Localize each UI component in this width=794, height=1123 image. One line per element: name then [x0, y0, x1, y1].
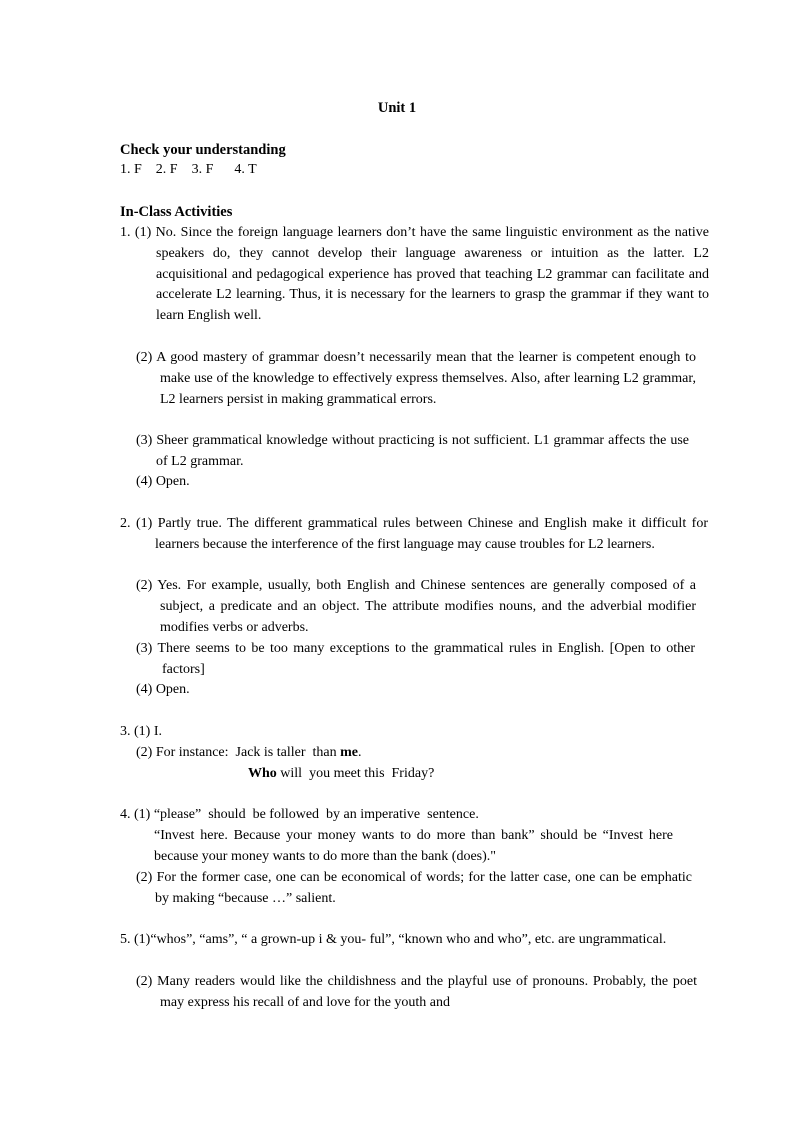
check-answers: 1. F 2. F 3. F 4. T — [120, 162, 257, 177]
section-heading-in-class: In-Class Activities — [120, 204, 233, 220]
q4-part1-example: “Invest here. Because your money wants to do more than bank” should be “Invest here because your money wants to do more than the bank (does)." — [154, 828, 673, 864]
q2-part2: (2) Yes. For example, usually, both English and Chinese sentences are generally composed of a subject, a predicate and an object. The attribute modifies nouns, and the adverbial modifier modifies verbs or adverbs. — [136, 578, 696, 635]
q3-bold-me: me — [340, 745, 358, 760]
q2-part1: 2. (1) Partly true. The different grammatical rules between Chinese and English make it difficult for learners because the interference of the first language may cause troubles for L2 learners. — [120, 516, 708, 552]
q3-part2-text: (2) For instance: Jack is taller than — [136, 745, 341, 760]
q3-part3-text: will you meet this Friday? — [276, 766, 435, 781]
q3-part2-end: . — [358, 745, 362, 760]
q1-part4: (4) Open. — [136, 474, 190, 489]
section-heading-check: Check your understanding — [120, 142, 286, 158]
q2-part3: (3) There seems to be too many exceptions to the grammatical rules in English. [Open to other factors] — [136, 641, 695, 677]
q5-part2: (2) Many readers would like the childishness and the playful use of pronouns. Probably, the poet may express his recall of and love for the youth and — [136, 974, 697, 1010]
q3-bold-who: Who — [248, 766, 277, 781]
q4-part1: 4. (1) “please” should be followed by an imperative sentence. — [120, 807, 479, 822]
page-title: Unit 1 — [377, 100, 417, 116]
q3-part3 — [248, 764, 434, 784]
q2-part4: (4) Open. — [136, 682, 190, 697]
q1-part1: 1. (1) No. Since the foreign language learners don’t have the same linguistic environment as the native speakers do, they cannot develop their language awareness or intuition as the latter. L2 acquisitional and pedagogical experience has proved that teaching L2 grammar can facilitate and accelerate L2 learning. Thus, it is necessary for the learners to grasp the grammar if they want to learn English well. — [120, 225, 709, 324]
q5-part1: 5. (1)“whos”, “ams”, “ a grown-up i & you- ful”, “known who and who”, etc. are ungrammatical. — [120, 932, 667, 947]
q1-part3: (3) Sheer grammatical knowledge without practicing is not sufficient. L1 grammar affects the use of L2 grammar. — [136, 433, 689, 469]
q3-part1: 3. (1) I. — [120, 724, 162, 739]
q1-part2: (2) A good mastery of grammar doesn’t necessarily mean that the learner is competent enough to make use of the knowledge to effectively express themselves. Also, after learning L2 grammar, L2 learners persist in making grammatical errors. — [136, 350, 696, 407]
q3-part2 — [136, 743, 362, 763]
q4-part2: (2) For the former case, one can be economical of words; for the latter case, one can be emphatic by making “because …” salient. — [136, 870, 692, 906]
